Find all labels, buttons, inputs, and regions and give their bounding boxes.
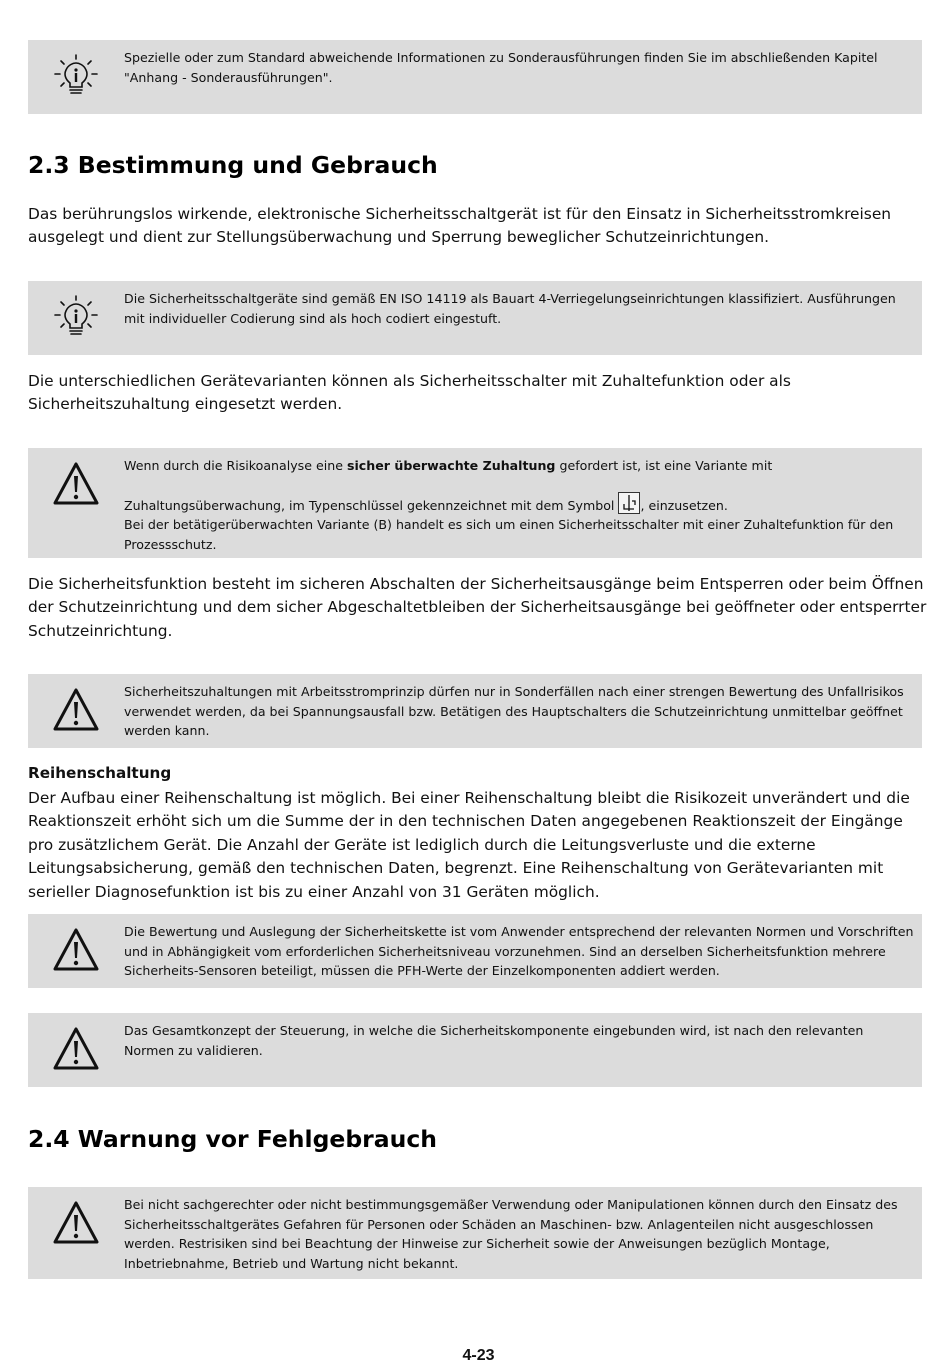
- warning-box: [28, 448, 922, 558]
- warning-text-part: , einzusetzen.: [640, 497, 728, 513]
- section-heading: 2.3 Bestimmung und Gebrauch: [28, 151, 438, 179]
- warning-text: Die Bewertung und Auslegung der Sicherheitskette ist vom Anwender entsprechend der relevanten Normen und Vorschriften und in Abhängigkeit vom erforderlichen Sicherheitsniveau vorzunehmen. Sind an derselben Sicherheitsfunktion mehrere Sicherheits-Sensoren beteiligt, müssen die PFH-Werte der Einzelkomponenten addiert werden.: [124, 924, 914, 979]
- lightbulb-info-icon: [52, 294, 100, 342]
- lightbulb-info-icon: [52, 53, 100, 101]
- warning-box: [28, 1187, 922, 1279]
- warning-triangle-icon: [52, 1025, 100, 1073]
- info-text: Die Sicherheitsschaltgeräte sind gemäß EN ISO 14119 als Bauart 4-Verriegelungseinrichtungen klassifiziert. Ausführungen mit individueller Codierung sind als hoch codiert eingestuft.: [124, 291, 896, 326]
- warning-triangle-icon: [52, 926, 100, 974]
- info-text: Spezielle oder zum Standard abweichende Informationen zu Sonderausführungen finden Sie im abschließenden Kapitel "Anhang - Sonderausführungen".: [124, 50, 878, 85]
- warning-text: Das Gesamtkonzept der Steuerung, in welche die Sicherheitskomponente eingebunden wird, ist nach den relevanten Normen zu validieren.: [124, 1023, 864, 1058]
- warning-triangle-icon: [52, 1199, 100, 1247]
- warning-text: Sicherheitszuhaltungen mit Arbeitsstromprinzip dürfen nur in Sonderfällen nach einer strengen Bewertung des Unfallrisikos verwendet werden, da bei Spannungsausfall bzw. Betätigen des Hauptschalters die Schutzeinrichtung unmittelbar geöffnet werden kann.: [124, 684, 904, 739]
- info-box: [28, 40, 922, 114]
- paragraph: Die unterschiedlichen Gerätevarianten können als Sicherheitsschalter mit Zuhaltefunktion oder als Sicherheitszuhaltung eingesetzt werden.: [28, 372, 791, 414]
- warning-triangle-icon: [52, 460, 100, 508]
- subheading: Reihenschaltung: [28, 764, 172, 782]
- warning-text-part: Zuhaltungsüberwachung, im Typenschlüssel gekennzeichnet mit dem Symbol: [124, 497, 615, 513]
- warning-text: Bei nicht sachgerechter oder nicht bestimmungsgemäßer Verwendung oder Manipulationen können durch den Einsatz des Sicherheitsschaltgerätes Gefahren für Personen oder Schäden an Maschinen- bzw. Anlagenteilen nicht ausgeschlossen werden. Restrisiken sind bei Beachtung der Hinweise zur Sicherheit sowie der Anweisungen bezüglich Montage, Inbetriebnahme, Betrieb und Wartung nicht bekannt.: [124, 1197, 898, 1271]
- paragraph: Der Aufbau einer Reihenschaltung ist möglich. Bei einer Reihenschaltung bleibt die Risikozeit unverändert und die Reaktionszeit erhöht sich um die Summe der in den technischen Daten angegebenen Reaktionszeit der Eingänge pro zusätzlichem Gerät. Die Anzahl der Geräte ist lediglich durch die Leitungsverluste und die externe Leitungsabsicherung, gemäß den technischen Daten, begrenzt. Eine Reihenschaltung von Gerätevarianten mit serieller Diagnosefunktion ist bis zu einer Anzahl von 31 Geräten möglich.: [28, 789, 910, 901]
- warning-box: [28, 674, 922, 748]
- warning-triangle-icon: [52, 686, 100, 734]
- info-box: [28, 281, 922, 355]
- warning-box: [28, 1013, 922, 1087]
- warning-text: [124, 456, 914, 554]
- section-heading: 2.4 Warnung vor Fehlgebrauch: [28, 1125, 438, 1153]
- warning-text-part: gefordert ist, ist eine Variante mit: [555, 458, 773, 473]
- locking-monitoring-symbol-icon: [618, 492, 640, 514]
- warning-emphasis: sicher überwachte Zuhaltung: [346, 458, 556, 473]
- warning-text-part: Bei der betätigerüberwachten Variante (B) handelt es sich um einen Sicherheitsschalter mit einer Zuhaltefunktion für den Prozessschutz.: [124, 517, 894, 552]
- warning-box: [28, 914, 922, 988]
- warning-text-part: Wenn durch die Risikoanalyse eine: [124, 458, 347, 473]
- paragraph: Das berührungslos wirkende, elektronische Sicherheitsschaltgerät ist für den Einsatz in Sicherheitsstromkreisen ausgelegt und dient zur Stellungsüberwachung und Sperrung beweglicher Schutzeinrichtungen.: [28, 205, 892, 247]
- page-number: 4-23: [462, 1347, 495, 1364]
- paragraph: Die Sicherheitsfunktion besteht im sicheren Abschalten der Sicherheitsausgänge beim Entsperren oder beim Öffnen der Schutzeinrichtung und dem sicher Abgeschaltetbleiben der Sicherheitsausgänge bei geöffneter oder entsperrter Schutzeinrichtung.: [28, 575, 927, 640]
